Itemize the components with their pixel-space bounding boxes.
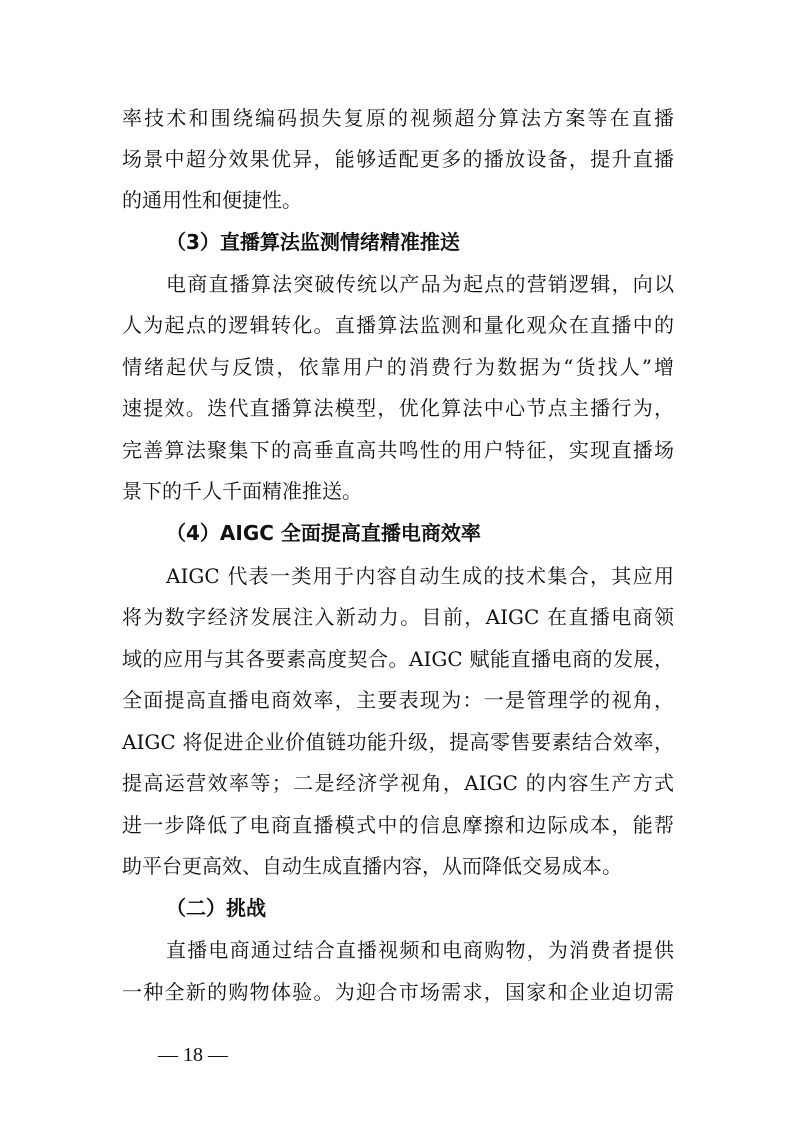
paragraph-line: 域的应用与其各要素高度契合。AIGC 赋能直播电商的发展， — [122, 647, 674, 671]
paragraph-line: 助平台更高效、自动生成直播内容，从而降低交易成本。 — [122, 854, 622, 878]
section-heading: （4）AIGC 全面提高直播电商效率 — [166, 521, 481, 545]
paragraph-line: 人为起点的逻辑转化。直播算法监测和量化观众在直播中的 — [122, 313, 674, 337]
paragraph-line: AIGC 将促进企业价值链功能升级，提高零售要素结合效率， — [122, 730, 674, 754]
paragraph-line: 速提效。迭代直播算法模型，优化算法中心节点主播行为， — [122, 396, 674, 420]
section-heading: （3）直播算法监测情绪精准推送 — [166, 230, 460, 254]
paragraph-line: 全面提高直播电商效率，主要表现为：一是管理学的视角， — [122, 688, 674, 712]
paragraph-line: 直播电商通过结合直播视频和电商购物，为消费者提供 — [166, 938, 674, 962]
paragraph-line: 提高运营效率等；二是经济学视角，AIGC 的内容生产方式 — [122, 771, 674, 795]
paragraph-line: 景下的千人千面精准推送。 — [122, 479, 362, 503]
page-number: — 18 — — [158, 1044, 228, 1066]
paragraph-line: 将为数字经济发展注入新动力。目前，AIGC 在直播电商领 — [122, 605, 674, 629]
paragraph-line: 情绪起伏与反馈，依靠用户的消费行为数据为“货找人”增 — [122, 355, 674, 379]
section-heading: （二）挑战 — [166, 896, 266, 920]
paragraph-line: AIGC 代表一类用于内容自动生成的技术集合，其应用 — [166, 564, 674, 588]
paragraph-line: 电商直播算法突破传统以产品为起点的营销逻辑，向以 — [166, 272, 674, 296]
paragraph-line: 场景中超分效果优异，能够适配更多的播放设备，提升直播 — [122, 147, 674, 171]
paragraph-line: 完善算法聚集下的高垂直高共鸣性的用户特征，实现直播场 — [122, 438, 674, 462]
paragraph-line: 一种全新的购物体验。为迎合市场需求，国家和企业迫切需 — [122, 980, 674, 1004]
paragraph-line: 率技术和围绕编码损失复原的视频超分算法方案等在直播 — [122, 106, 674, 130]
paragraph-line: 的通用性和便捷性。 — [122, 188, 302, 212]
paragraph-line: 进一步降低了电商直播模式中的信息摩擦和边际成本，能帮 — [122, 813, 674, 837]
